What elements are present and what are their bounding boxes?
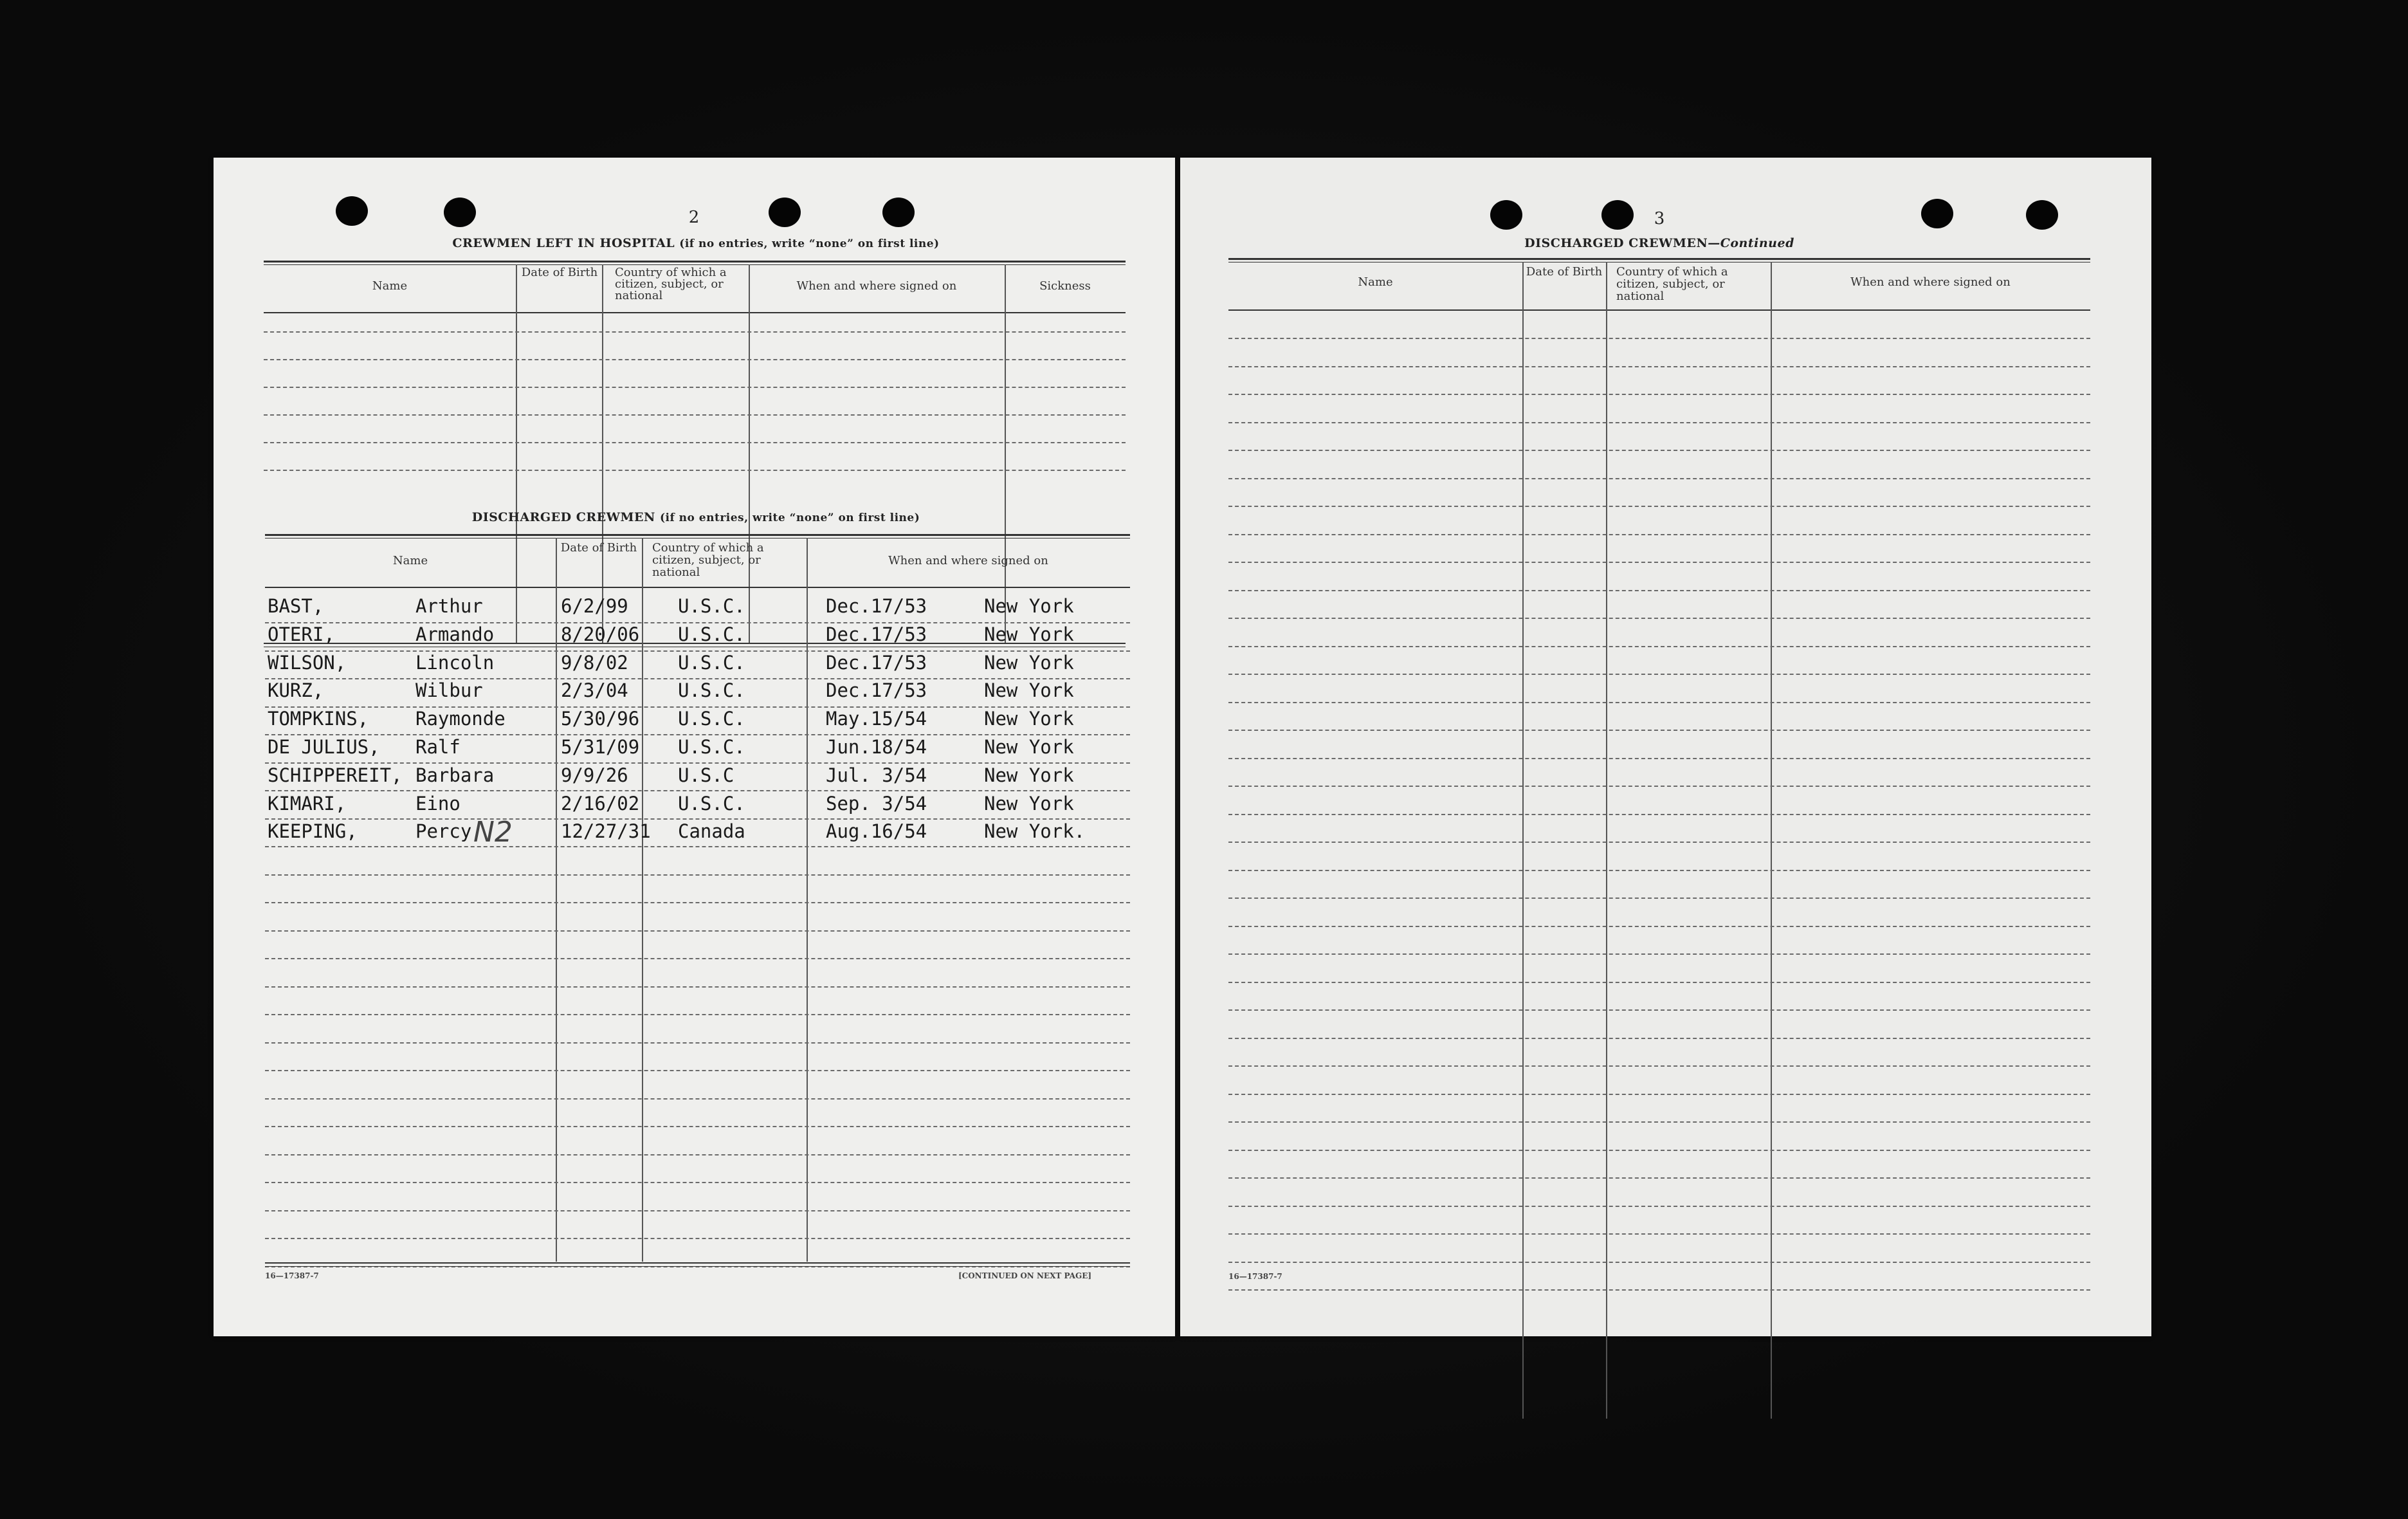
- ruled-line: [265, 1126, 1130, 1127]
- punch-hole-icon: [1601, 200, 1634, 230]
- ruled-line: [264, 442, 1126, 443]
- ruled-line: [265, 958, 1130, 959]
- ruled-line: [1228, 366, 2090, 367]
- discharged-col-header-name: Name: [392, 554, 428, 567]
- ruled-line: [1228, 450, 2090, 451]
- ruled-line: [1228, 758, 2090, 759]
- crew-given-name: Raymonde: [415, 708, 506, 730]
- ruled-line: [1228, 1038, 2090, 1039]
- ruled-line: [1228, 618, 2090, 619]
- ruled-line: [1228, 590, 2090, 591]
- crew-signed-on-date: Dec.17/53: [826, 679, 927, 702]
- crew-country: Canada: [678, 820, 745, 843]
- discharged-col-header-dob: Date of Birth: [560, 541, 637, 555]
- ruled-line: [1228, 1233, 2090, 1235]
- ruled-line: [265, 1014, 1130, 1015]
- crew-surname: KURZ,: [268, 679, 324, 702]
- crew-given-name: Wilbur: [415, 679, 483, 702]
- crew-given-name: Lincoln: [415, 651, 495, 674]
- col-header-country: Country of which a citizen, subject, or national: [615, 266, 727, 302]
- crew-date-of-birth: 9/8/02: [561, 651, 628, 674]
- crew-signed-on-place: New York: [984, 623, 1074, 645]
- ruled-line: [265, 1042, 1130, 1044]
- ruled-line: [265, 930, 1130, 932]
- ruled-line: [1228, 870, 2090, 871]
- form-number: 16—17387-7: [1228, 1272, 1282, 1281]
- crew-given-name: Armando: [415, 623, 495, 645]
- crew-date-of-birth: 2/3/04: [561, 679, 628, 702]
- right-col-header-dob: Date of Birth: [1526, 265, 1603, 279]
- ruled-line: [1228, 953, 2090, 955]
- ruled-line: [1228, 338, 2090, 339]
- crew-country: U.S.C.: [678, 595, 745, 617]
- crew-signed-on-date: Aug.16/54: [826, 820, 927, 843]
- crew-signed-on-place: New York: [984, 736, 1074, 758]
- punch-hole-icon: [2026, 200, 2058, 230]
- crew-signed-on-date: Jul. 3/54: [826, 764, 927, 786]
- crew-country: U.S.C: [678, 764, 734, 786]
- crew-surname: WILSON,: [268, 651, 347, 674]
- crew-signed-on-place: New York: [984, 595, 1074, 617]
- ruled-line: [1228, 1289, 2090, 1291]
- discharged-section-title: DISCHARGED CREWMEN (if no entries, write “none” on first line): [471, 510, 920, 524]
- ruled-line: [1228, 1121, 2090, 1123]
- form-number: 16—17387-7: [265, 1271, 319, 1280]
- ruled-line: [1228, 898, 2090, 899]
- header-bottom-rule: [264, 312, 1126, 313]
- ruled-line: [1228, 1177, 2090, 1179]
- discharged-table-top-rule: [265, 534, 1130, 536]
- ruled-line: [1228, 1065, 2090, 1067]
- ruled-line: [264, 470, 1126, 471]
- crew-signed-on-date: May.15/54: [826, 708, 927, 730]
- crew-country: U.S.C.: [678, 651, 745, 674]
- crew-date-of-birth: 2/16/02: [561, 792, 640, 815]
- crew-surname: BAST,: [268, 595, 324, 617]
- ruled-line: [264, 331, 1126, 333]
- crew-signed-on-date: Jun.18/54: [826, 736, 927, 758]
- punch-hole-icon: [444, 198, 476, 227]
- right-section-title: DISCHARGED CREWMEN—Continued: [1524, 236, 1794, 250]
- right-col-header-name: Name: [1358, 275, 1393, 289]
- crew-signed-on-place: New York: [984, 651, 1074, 674]
- page-number: 3: [1654, 209, 1665, 228]
- crew-country: U.S.C.: [678, 679, 745, 702]
- crew-date-of-birth: 8/20/06: [561, 623, 640, 645]
- ruled-line: [1228, 842, 2090, 843]
- crew-given-name: Arthur: [415, 595, 483, 617]
- punch-hole-icon: [1490, 200, 1522, 230]
- crew-signed-on-date: Dec.17/53: [826, 623, 927, 645]
- ruled-line: [1228, 1094, 2090, 1095]
- discharged-col-header-when-where: When and where signed on: [888, 554, 1048, 567]
- col-header-name: Name: [372, 279, 408, 293]
- crew-surname: OTERI,: [268, 623, 335, 645]
- punch-hole-icon: [336, 196, 368, 226]
- crew-given-name: Percy: [415, 820, 472, 843]
- crew-country: U.S.C.: [678, 736, 745, 758]
- crew-surname: DE JULIUS,: [268, 736, 380, 758]
- punch-hole-icon: [769, 198, 801, 227]
- page-number: 2: [688, 208, 700, 227]
- ruled-line: [264, 387, 1126, 388]
- crew-date-of-birth: 6/2/99: [561, 595, 628, 617]
- right-col-header-when-where: When and where signed on: [1850, 275, 2011, 289]
- ruled-line: [1228, 506, 2090, 507]
- ruled-line: [1228, 534, 2090, 535]
- right-col-header-country: Country of which a citizen, subject, or national: [1616, 265, 1728, 303]
- ruled-line: [265, 790, 1130, 791]
- ruled-line: [265, 1238, 1130, 1239]
- table-top-rule: [264, 264, 1126, 265]
- ruled-line: [265, 706, 1130, 708]
- ruled-line: [265, 762, 1130, 764]
- discharged-header-bottom-rule: [265, 587, 1130, 588]
- ruled-line: [1228, 674, 2090, 675]
- crew-date-of-birth: 9/9/26: [561, 764, 628, 786]
- ruled-line: [265, 818, 1130, 820]
- crew-surname: KIMARI,: [268, 792, 347, 815]
- crew-date-of-birth: 5/31/09: [561, 736, 640, 758]
- crew-date-of-birth: 5/30/96: [561, 708, 640, 730]
- ruled-line: [265, 846, 1130, 847]
- ruled-line: [265, 734, 1130, 735]
- ruled-line: [265, 1070, 1130, 1071]
- ruled-line: [1228, 926, 2090, 927]
- crew-surname: TOMPKINS,: [268, 708, 369, 730]
- ruled-line: [1228, 1262, 2090, 1263]
- col-header-sickness: Sickness: [1039, 279, 1091, 293]
- punch-hole-icon: [882, 198, 915, 227]
- crew-country: U.S.C.: [678, 623, 745, 645]
- continued-note: [CONTINUED ON NEXT PAGE]: [958, 1271, 1092, 1280]
- crew-signed-on-place: New York: [984, 679, 1074, 702]
- ruled-line: [1228, 730, 2090, 731]
- crew-country: U.S.C.: [678, 708, 745, 730]
- ruled-line: [1228, 422, 2090, 423]
- ruled-line: [1228, 562, 2090, 563]
- ruled-line: [1228, 786, 2090, 787]
- hospital-section-title: CREWMEN LEFT IN HOSPITAL (if no entries, write “none” on first line): [452, 236, 940, 250]
- discharged-col-header-country: Country of which a citizen, subject, or national: [652, 541, 764, 579]
- crew-signed-on-date: Sep. 3/54: [826, 792, 927, 815]
- crew-given-name: Eino: [415, 792, 461, 815]
- ruled-line: [1228, 1206, 2090, 1207]
- handwritten-mark: N2: [473, 816, 513, 849]
- col-header-dob: Date of Birth: [521, 266, 598, 279]
- ruled-line: [1228, 646, 2090, 647]
- ruled-line: [264, 414, 1126, 416]
- crew-given-name: Barbara: [415, 764, 495, 786]
- crew-date-of-birth: 12/27/31: [561, 820, 651, 843]
- right-page: [1180, 158, 2151, 1336]
- ruled-line: [264, 359, 1126, 360]
- ruled-line: [1228, 1150, 2090, 1151]
- ruled-line: [265, 1098, 1130, 1100]
- ruled-line: [1228, 814, 2090, 815]
- ruled-line: [265, 1154, 1130, 1155]
- ruled-line: [1228, 478, 2090, 479]
- ruled-line: [265, 1210, 1130, 1211]
- ruled-line: [1228, 394, 2090, 395]
- ruled-line: [265, 986, 1130, 988]
- ruled-line: [1228, 1009, 2090, 1011]
- crew-signed-on-place: New York: [984, 792, 1074, 815]
- crew-signed-on-place: New York: [984, 708, 1074, 730]
- ruled-line: [265, 1182, 1130, 1183]
- ruled-line: [265, 874, 1130, 876]
- col-header-when-where: When and where signed on: [796, 279, 957, 293]
- crew-given-name: Ralf: [415, 736, 461, 758]
- crew-country: U.S.C.: [678, 792, 745, 815]
- crew-signed-on-date: Dec.17/53: [826, 651, 927, 674]
- ruled-line: [1228, 982, 2090, 983]
- table-top-rule: [264, 261, 1126, 262]
- ruled-line: [265, 902, 1130, 903]
- crew-signed-on-place: New York.: [984, 820, 1086, 843]
- crew-surname: KEEPING,: [268, 820, 358, 843]
- crew-signed-on-place: New York: [984, 764, 1074, 786]
- crew-signed-on-date: Dec.17/53: [826, 595, 927, 617]
- punch-hole-icon: [1921, 199, 1953, 228]
- crew-surname: SCHIPPEREIT,: [268, 764, 403, 786]
- ruled-line: [1228, 702, 2090, 703]
